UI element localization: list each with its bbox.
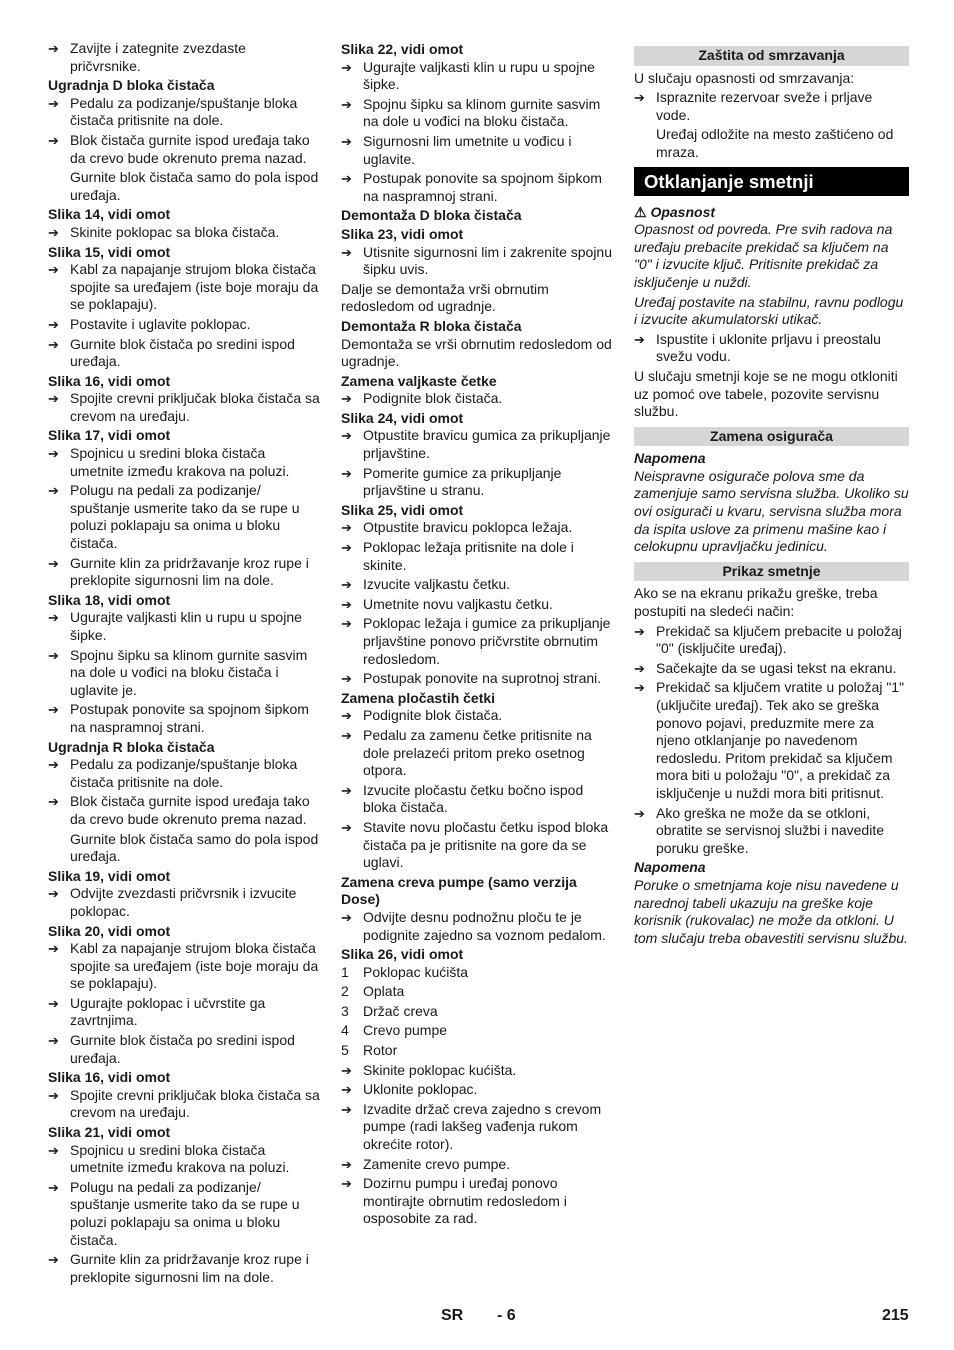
arrow-right-icon: ➔ bbox=[341, 133, 352, 149]
bullet-text: Gurnite klin za pridržavanje kroz rupe i preklopite sigurnosni lim na dole. bbox=[70, 1251, 309, 1285]
arrow-right-icon: ➔ bbox=[341, 1156, 352, 1172]
bullet-text: Poklopac ležaja i gumice za prikupljanje prljavštine ponovo pričvrstite obrnutim redosledom. bbox=[363, 615, 611, 667]
bullet-text: Gurnite blok čistača po sredini ispod uređaja. bbox=[70, 1032, 295, 1066]
section-heading: Demontaža R bloka čistača bbox=[341, 317, 522, 334]
bullet-item bbox=[48, 224, 320, 242]
footer-page-local: - 6 bbox=[497, 1307, 516, 1324]
bullet-text: Blok čistača gurnite ispod uređaja tako da crevo bude okrenuto prema nazad. bbox=[70, 131, 310, 166]
bullet-item bbox=[341, 1081, 613, 1099]
bullet-text: Izvadite držač creva zajedno s crevom pumpe (radi lakšeg vađenja rukom okrećite rotor). bbox=[363, 1100, 602, 1153]
bullet-text: Zamenite crevo pumpe. bbox=[363, 1155, 511, 1172]
column-2 bbox=[341, 40, 613, 1230]
arrow-right-icon: ➔ bbox=[341, 596, 352, 612]
arrow-right-icon: ➔ bbox=[341, 428, 352, 444]
bullet-item bbox=[341, 819, 613, 872]
item-text: Crevo pumpe bbox=[363, 1022, 448, 1039]
bullet-item bbox=[341, 133, 613, 168]
bullet-item bbox=[341, 576, 613, 594]
arrow-right-icon: ➔ bbox=[341, 819, 352, 835]
bullet-item bbox=[341, 1175, 613, 1228]
bullet-text: Gurnite blok čistača po sredini ispod uređaja. bbox=[70, 335, 295, 370]
section-heading: Slika 20, vidi omot bbox=[48, 922, 171, 939]
arrow-right-icon: ➔ bbox=[48, 446, 59, 462]
section-heading: Ugradnja R bloka čistača bbox=[48, 738, 215, 755]
warning-triangle-icon: ⚠ bbox=[634, 203, 651, 220]
warning-heading bbox=[634, 204, 909, 222]
bullet-text: Polugu na pedali za podizanje/ spuštanje usmerite tako da se rupe u poluzi poklapaju sa onima u bloku čistača. bbox=[70, 1178, 300, 1248]
bullet-text: Ispraznite rezervoar sveže i prljave vode. bbox=[656, 89, 873, 123]
arrow-right-icon: ➔ bbox=[341, 782, 352, 798]
bullet-item bbox=[634, 331, 909, 366]
numbered-item bbox=[341, 1003, 613, 1021]
bullet-text: Podignite blok čistača. bbox=[363, 707, 503, 724]
bullet-text: Pedalu za podizanje/spuštanje bloka čistača pritisnite na dole. bbox=[70, 756, 298, 790]
arrow-right-icon: ➔ bbox=[341, 577, 352, 593]
bullet-text: Pedalu za podizanje/spuštanje bloka čistača pritisnite na dole. bbox=[70, 94, 298, 129]
section-heading: Demontaža D bloka čistača bbox=[341, 207, 522, 224]
item-number: 2 bbox=[341, 983, 349, 1000]
bullet-item bbox=[634, 660, 909, 678]
item-number: 4 bbox=[341, 1022, 349, 1039]
bullet-text: Utisnite sigurnosni lim i zakrenite spojnu šipku uvis. bbox=[363, 243, 612, 278]
arrow-right-icon: ➔ bbox=[48, 316, 59, 332]
bullet-item bbox=[341, 1156, 613, 1174]
bullet-item bbox=[48, 756, 320, 791]
section-heading: Zamena valjkaste četke bbox=[341, 372, 497, 389]
section-heading: Slika 21, vidi omot bbox=[48, 1124, 171, 1141]
arrow-right-icon: ➔ bbox=[341, 540, 352, 556]
paragraph: Dalje se demontaža vrši obrnutim redosledom od ugradnje. bbox=[341, 280, 549, 315]
bullet-text: Postupak ponovite sa spojnom šipkom na naspramnoj strani. bbox=[363, 170, 602, 204]
arrow-right-icon: ➔ bbox=[48, 41, 59, 56]
bullet-item bbox=[48, 261, 320, 314]
item-text: Držač creva bbox=[363, 1002, 438, 1019]
arrow-right-icon: ➔ bbox=[341, 520, 352, 536]
bullet-text: Polugu na pedali za podizanje/ spuštanje usmerite tako da se rupe u poluzi poklapaju sa onima u bloku čistača. bbox=[70, 482, 300, 552]
bullet-item bbox=[48, 336, 320, 371]
bullet-item bbox=[48, 793, 320, 828]
bullet-item bbox=[48, 995, 320, 1030]
bullet-item bbox=[48, 132, 320, 167]
indented-text: Gurnite blok čistača samo do pola ispod uređaja. bbox=[70, 169, 319, 203]
bullet-text: Stavite novu pločastu četku ispod bloka čistača pa je pritisnite na gore da se uglavi. bbox=[363, 818, 609, 871]
bullet-text: Odvijte zvezdasti pričvrsnik i izvucite poklopac. bbox=[70, 885, 297, 919]
item-number: 5 bbox=[341, 1042, 349, 1059]
bullet-text: Pedalu za zamenu četke pritisnite na dole prelazeći pritom preko osetnog otpora. bbox=[363, 726, 592, 779]
bullet-text: Spojite crevni priključak bloka čistača sa crevom na uređaju. bbox=[70, 1086, 320, 1121]
bullet-item bbox=[341, 427, 613, 462]
arrow-right-icon: ➔ bbox=[48, 757, 59, 773]
bullet-item bbox=[48, 1032, 320, 1067]
bullet-item bbox=[341, 1101, 613, 1154]
arrow-right-icon: ➔ bbox=[48, 886, 59, 902]
gray-section-header: Prikaz smetnje bbox=[634, 562, 909, 582]
bullet-item bbox=[48, 940, 320, 993]
bullet-item bbox=[341, 539, 613, 574]
bullet-item bbox=[48, 1142, 320, 1177]
bullet-item bbox=[48, 40, 320, 75]
section-heading: Slika 16, vidi omot bbox=[48, 372, 171, 389]
paragraph: U slučaju opasnosti od smrzavanja: bbox=[634, 69, 855, 86]
bullet-item bbox=[341, 909, 613, 944]
arrow-right-icon: ➔ bbox=[48, 336, 59, 352]
bullet-item bbox=[48, 390, 320, 425]
bullet-item bbox=[341, 96, 613, 131]
gray-section-header: Zamena osigurača bbox=[634, 427, 909, 447]
note-text: Poruke o smetnjama koje nisu navedene u narednoj tabeli ukazuju na greške koje korisnik (rukovalac) ne može da otkloni. U tom slučaju treba obavestiti servisnu službu. bbox=[634, 876, 908, 946]
bullet-text: Prekidač sa ključem vratite u položaj "1" (uključite uređaj). Tek ako se greška ponovo pojavi, preduzmite mere za njeno otklanjanje po navedenom redosledu. Pritom prekidač sa ključem mora biti u položaju "0", a prekidač za isključenje u nuždi mora biti pritisnut. bbox=[656, 679, 905, 801]
bullet-item bbox=[341, 519, 613, 537]
arrow-right-icon: ➔ bbox=[341, 616, 352, 632]
section-heading: Zamena creva pumpe (samo verzija Dose) bbox=[341, 873, 577, 908]
section-heading: Slika 22, vidi omot bbox=[341, 41, 464, 57]
arrow-right-icon: ➔ bbox=[634, 660, 645, 676]
numbered-item bbox=[341, 983, 613, 1001]
arrow-right-icon: ➔ bbox=[341, 1082, 352, 1098]
bullet-item bbox=[634, 89, 909, 124]
numbered-item bbox=[341, 1042, 613, 1060]
bullet-text: Uklonite poklopac. bbox=[363, 1081, 478, 1098]
arrow-right-icon: ➔ bbox=[341, 1176, 352, 1192]
bullet-item bbox=[341, 670, 613, 688]
arrow-right-icon: ➔ bbox=[341, 727, 352, 743]
bullet-item bbox=[48, 555, 320, 590]
arrow-right-icon: ➔ bbox=[48, 262, 59, 278]
bullet-text: Kabl za napajanje strujom bloka čistača spojite sa uređajem (iste boje moraju da se poklapaju). bbox=[70, 940, 319, 992]
arrow-right-icon: ➔ bbox=[48, 1179, 59, 1195]
bullet-text: Otpustite bravicu gumica za prikupljanje prljavštine. bbox=[363, 427, 611, 462]
arrow-right-icon: ➔ bbox=[341, 391, 352, 407]
bullet-text: Spojnu šipku sa klinom gurnite sasvim na dole u vođici na bloku čistača i uglavite je. bbox=[70, 646, 308, 698]
item-text: Poklopac kućišta bbox=[363, 963, 469, 980]
bullet-text: Blok čistača gurnite ispod uređaja tako da crevo bude okrenuto prema nazad. bbox=[70, 793, 310, 827]
bullet-text: Sačekajte da se ugasi tekst na ekranu. bbox=[656, 659, 897, 676]
item-number: 1 bbox=[341, 963, 349, 980]
bullet-item bbox=[48, 1251, 320, 1286]
indented-text: Uređaj odložite na mesto zaštićeno od mraza. bbox=[656, 126, 894, 160]
arrow-right-icon: ➔ bbox=[341, 244, 352, 260]
bullet-text: Odvijte desnu podnožnu ploču te je podignite zajedno sa voznom pedalom. bbox=[363, 908, 606, 943]
bullet-text: Poklopac ležaja pritisnite na dole i skinite. bbox=[363, 539, 574, 573]
bullet-text: Ugurajte valjkasti klin u rupu u spojne šipke. bbox=[70, 609, 302, 643]
arrow-right-icon: ➔ bbox=[48, 794, 59, 810]
bullet-text: Ispustite i uklonite prljavu i preostalu svežu vodu. bbox=[656, 330, 881, 365]
bullet-item bbox=[48, 1179, 320, 1249]
bullet-item bbox=[48, 445, 320, 480]
arrow-right-icon: ➔ bbox=[634, 680, 645, 696]
section-heading: Slika 18, vidi omot bbox=[48, 591, 171, 608]
bullet-text: Prekidač sa ključem prebacite u položaj "0" (isključite uređaj). bbox=[656, 622, 902, 657]
note-text: Opasnost od povreda. Pre svih radova na uređaju prebacite prekidač sa ključem na "0" i izvucite ključ. Pritisnite prekidač za isključenje u nuždi. bbox=[634, 221, 893, 290]
arrow-right-icon: ➔ bbox=[48, 941, 59, 957]
bullet-text: Izvucite valjkastu četku. bbox=[363, 576, 511, 593]
section-heading: Zamena pločastih četki bbox=[341, 689, 496, 706]
note-text: Uređaj postavite na stabilnu, ravnu podlogu i izvucite akumulatorski utikač. bbox=[634, 293, 904, 328]
arrow-right-icon: ➔ bbox=[634, 623, 645, 639]
bullet-text: Spojnicu u sredini bloka čistača umetnite između krakova na poluzi. bbox=[70, 445, 290, 479]
bullet-text: Dozirnu pumpu i uređaj ponovo montirajte obrnutim redosledom i osposobite za rad. bbox=[363, 1175, 567, 1227]
arrow-right-icon: ➔ bbox=[48, 610, 59, 626]
arrow-right-icon: ➔ bbox=[341, 1101, 352, 1117]
bullet-text: Postupak ponovite na suprotnoj strani. bbox=[363, 670, 602, 687]
numbered-item bbox=[341, 1022, 613, 1040]
section-heading: Slika 14, vidi omot bbox=[48, 206, 171, 223]
bullet-item bbox=[341, 390, 613, 408]
arrow-right-icon: ➔ bbox=[341, 171, 352, 187]
paragraph: Ako se na ekranu prikažu greške, treba postupiti na sledeći način: bbox=[634, 585, 878, 620]
arrow-right-icon: ➔ bbox=[48, 224, 59, 240]
section-heading: Slika 23, vidi omot bbox=[341, 225, 464, 242]
item-number: 3 bbox=[341, 1002, 349, 1019]
bullet-text: Otpustite bravicu poklopca ležaja. bbox=[363, 519, 573, 536]
arrow-right-icon: ➔ bbox=[341, 671, 352, 687]
bullet-item bbox=[341, 707, 613, 725]
section-heading: Ugradnja D bloka čistača bbox=[48, 77, 215, 94]
arrow-right-icon: ➔ bbox=[48, 647, 59, 663]
item-text: Rotor bbox=[363, 1042, 398, 1059]
bullet-text: Izvucite pločastu četku bočno ispod bloka čistača. bbox=[363, 781, 584, 816]
arrow-right-icon: ➔ bbox=[341, 59, 352, 75]
bullet-text: Ugurajte poklopac i učvrstite ga zavrtnjima. bbox=[70, 994, 266, 1029]
bullet-item bbox=[341, 727, 613, 780]
arrow-right-icon: ➔ bbox=[48, 1087, 59, 1103]
bullet-item bbox=[48, 885, 320, 920]
bullet-item bbox=[341, 615, 613, 668]
column-1 bbox=[48, 40, 320, 1288]
bullet-text: Postavite i uglavite poklopac. bbox=[70, 315, 251, 332]
bullet-text: Umetnite novu valjkastu četku. bbox=[363, 595, 553, 612]
bullet-item bbox=[48, 647, 320, 700]
paragraph: Demontaža se vrši obrnutim redosledom od ugradnje. bbox=[341, 335, 612, 370]
warning-label: Opasnost bbox=[650, 203, 716, 220]
section-heading: Slika 24, vidi omot bbox=[341, 409, 464, 426]
bullet-text: Pomerite gumice za prikupljanje prljavštine u stranu. bbox=[363, 464, 562, 499]
indented-text: Gurnite blok čistača samo do pola ispod uređaja. bbox=[70, 830, 319, 865]
arrow-right-icon: ➔ bbox=[341, 1062, 352, 1078]
arrow-right-icon: ➔ bbox=[48, 391, 59, 407]
note-heading: Napomena bbox=[634, 450, 706, 467]
section-heading: Slika 16, vidi omot bbox=[48, 1069, 171, 1086]
bullet-text: Zavijte i zategnite zvezdaste pričvrsnike. bbox=[70, 40, 246, 74]
bullet-text: Spojite crevni priključak bloka čistača sa crevom na uređaju. bbox=[70, 390, 320, 424]
bullet-text: Sigurnosni lim umetnite u vođicu i uglavite. bbox=[363, 132, 572, 167]
bullet-item bbox=[48, 482, 320, 552]
arrow-right-icon: ➔ bbox=[634, 90, 645, 106]
bullet-text: Spojnicu u sredini bloka čistača umetnite između krakova na poluzi. bbox=[70, 1141, 290, 1176]
item-text: Oplata bbox=[363, 983, 405, 1000]
chapter-title: Otklanjanje smetnji bbox=[634, 167, 909, 196]
footer-language: SR bbox=[441, 1307, 464, 1324]
numbered-item bbox=[341, 964, 613, 982]
bullet-item bbox=[48, 609, 320, 644]
bullet-item bbox=[48, 701, 320, 736]
arrow-right-icon: ➔ bbox=[341, 465, 352, 481]
gray-section-header: Zaštita od smrzavanja bbox=[634, 46, 909, 66]
bullet-item bbox=[48, 1087, 320, 1122]
arrow-right-icon: ➔ bbox=[48, 1142, 59, 1158]
footer-page-number: 215 bbox=[882, 1307, 909, 1324]
arrow-right-icon: ➔ bbox=[341, 909, 352, 925]
arrow-right-icon: ➔ bbox=[48, 1033, 59, 1049]
bullet-item bbox=[634, 805, 909, 858]
arrow-right-icon: ➔ bbox=[634, 805, 645, 821]
section-heading: Slika 19, vidi omot bbox=[48, 867, 171, 884]
arrow-right-icon: ➔ bbox=[48, 1252, 59, 1268]
bullet-item bbox=[341, 596, 613, 614]
bullet-item bbox=[634, 679, 909, 802]
bullet-text: Skinite poklopac sa bloka čistača. bbox=[70, 223, 280, 240]
bullet-item bbox=[341, 170, 613, 205]
arrow-right-icon: ➔ bbox=[634, 331, 645, 347]
bullet-text: Skinite poklopac kućišta. bbox=[363, 1061, 517, 1078]
bullet-item bbox=[48, 316, 320, 334]
bullet-text: Podignite blok čistača. bbox=[363, 390, 503, 407]
arrow-right-icon: ➔ bbox=[48, 702, 59, 718]
bullet-text: Ako greška ne može da se otkloni, obratite se servisnoj službi i navedite poruku greške. bbox=[656, 804, 885, 856]
bullet-item bbox=[341, 782, 613, 817]
bullet-text: Gurnite klin za pridržavanje kroz rupe i preklopite sigurnosni lim na dole. bbox=[70, 554, 309, 589]
bullet-text: Spojnu šipku sa klinom gurnite sasvim na dole u vođici na bloku čistača. bbox=[363, 95, 601, 130]
bullet-item bbox=[341, 59, 613, 94]
bullet-item bbox=[634, 623, 909, 658]
arrow-right-icon: ➔ bbox=[48, 995, 59, 1011]
arrow-right-icon: ➔ bbox=[48, 555, 59, 571]
arrow-right-icon: ➔ bbox=[48, 95, 59, 111]
bullet-item bbox=[341, 1062, 613, 1080]
arrow-right-icon: ➔ bbox=[341, 96, 352, 112]
bullet-item bbox=[341, 465, 613, 500]
bullet-text: Kabl za napajanje strujom bloka čistača spojite sa uređajem (iste boje moraju da se poklapaju). bbox=[70, 261, 319, 313]
bullet-item bbox=[48, 95, 320, 130]
bullet-text: Postupak ponovite sa spojnom šipkom na naspramnoj strani. bbox=[70, 701, 309, 735]
section-heading: Slika 15, vidi omot bbox=[48, 243, 171, 260]
arrow-right-icon: ➔ bbox=[341, 708, 352, 724]
section-heading: Slika 25, vidi omot bbox=[341, 501, 464, 518]
section-heading: Slika 17, vidi omot bbox=[48, 427, 171, 444]
note-heading: Napomena bbox=[634, 859, 706, 876]
paragraph: U slučaju smetnji koje se ne mogu otkloniti uz pomoć ove tabele, pozovite servisnu službu. bbox=[634, 367, 898, 420]
note-text: Neispravne osigurače polova sme da zamenjuje samo servisna služba. Ukoliko su ovi osigurači u kvaru, servisna služba mora da ispita uslove za primenu mašine kao i celokupnu upravljačku jedinicu. bbox=[634, 467, 909, 555]
bullet-text: Ugurajte valjkasti klin u rupu u spojne šipke. bbox=[363, 58, 595, 93]
section-heading: Slika 26, vidi omot bbox=[341, 946, 464, 963]
column-3 bbox=[634, 40, 909, 949]
arrow-right-icon: ➔ bbox=[48, 132, 59, 148]
bullet-item bbox=[341, 244, 613, 279]
arrow-right-icon: ➔ bbox=[48, 483, 59, 499]
